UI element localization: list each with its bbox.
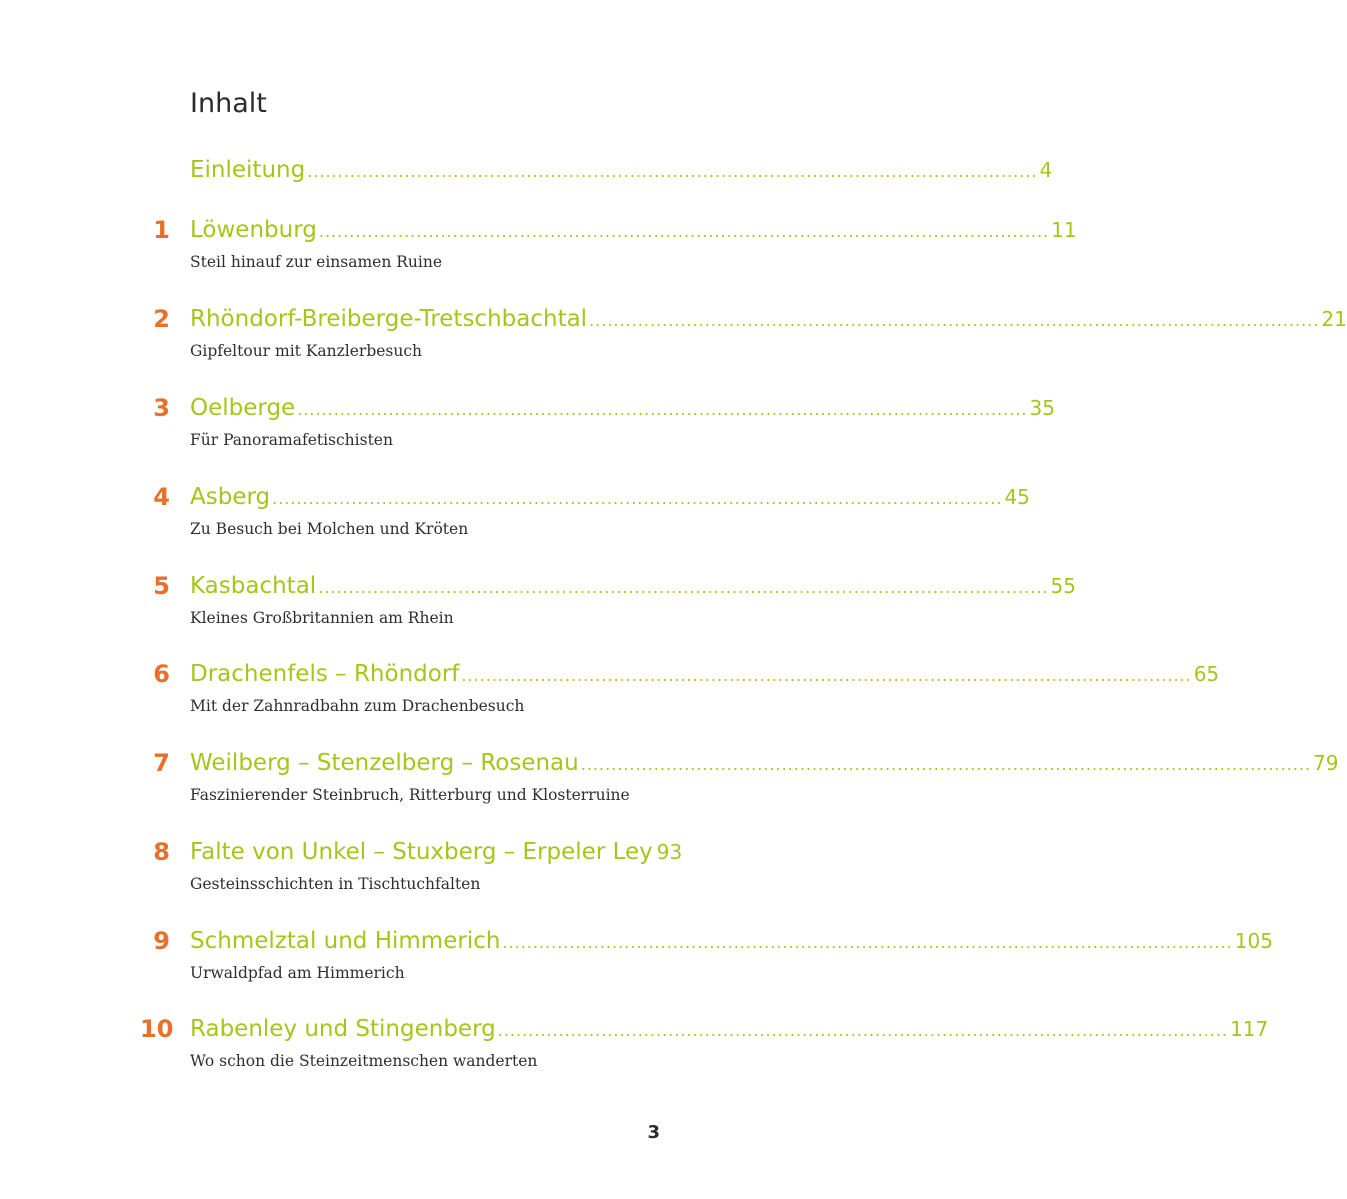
toc-entry-title: Asberg bbox=[190, 484, 271, 510]
toc-entry-page: 55 bbox=[1050, 574, 1076, 598]
toc-entry-page: 21 bbox=[1321, 307, 1347, 331]
toc-entry bbox=[140, 569, 1076, 649]
toc-entry-subtitle: Gesteinsschichten in Tischtuchfalten bbox=[190, 875, 481, 893]
dot-leader: ........................................................................................................................ bbox=[318, 222, 1050, 241]
toc-entry-page: 105 bbox=[1234, 929, 1273, 953]
toc-intro-title: Einleitung bbox=[190, 157, 306, 183]
toc-entry bbox=[140, 213, 1077, 293]
dot-leader: ........................................................................................................................ bbox=[461, 666, 1192, 685]
toc-entry-page: 45 bbox=[1004, 485, 1030, 509]
toc-entry-number: 9 bbox=[153, 927, 170, 955]
toc-entry-title: Rabenley und Stingenberg bbox=[190, 1016, 496, 1042]
toc-intro-page: 4 bbox=[1039, 158, 1053, 182]
toc-entry-title: Oelberge bbox=[190, 395, 296, 421]
toc-entry-title: Rhöndorf-Breiberge-Tretschbachtal bbox=[190, 306, 588, 332]
toc-entry-title: Drachenfels – Rhöndorf bbox=[190, 661, 460, 687]
toc-entry-page: 117 bbox=[1230, 1017, 1269, 1041]
toc-entry-title: Kasbachtal bbox=[190, 573, 317, 599]
toc-entry bbox=[140, 480, 1030, 560]
page-number: 3 bbox=[647, 1122, 660, 1143]
toc-entry-number: 4 bbox=[153, 483, 170, 511]
toc-entry-page: 35 bbox=[1029, 396, 1055, 420]
toc-entry-title: Weilberg – Stenzelberg – Rosenau bbox=[190, 750, 579, 776]
toc-entry-subtitle: Zu Besuch bei Molchen und Kröten bbox=[190, 520, 469, 538]
toc-entry-subtitle: Urwaldpfad am Himmerich bbox=[190, 964, 405, 982]
toc-entry bbox=[140, 835, 683, 915]
toc-entry-title: Löwenburg bbox=[190, 217, 317, 243]
toc-entry-title: Falte von Unkel – Stuxberg – Erpeler Ley bbox=[190, 839, 653, 865]
toc-entry-title: Schmelztal und Himmerich bbox=[190, 928, 501, 954]
toc-entry bbox=[140, 924, 1273, 1004]
dot-leader: ........................................................................................................................ bbox=[502, 933, 1233, 952]
toc-entry-number: 1 bbox=[153, 216, 170, 244]
toc-entry bbox=[140, 391, 1055, 471]
toc-intro-entry bbox=[190, 153, 1053, 187]
dot-leader: ........................................................................................................................ bbox=[318, 578, 1049, 597]
toc-entry-number: 3 bbox=[153, 394, 170, 422]
toc-entry-subtitle: Für Panoramafetischisten bbox=[190, 431, 393, 449]
toc-entry-number: 5 bbox=[153, 572, 170, 600]
toc-entry-page: 93 bbox=[656, 840, 683, 864]
toc-entry bbox=[140, 1012, 1269, 1092]
toc-entry-number: 8 bbox=[153, 838, 170, 866]
toc-entry-number: 6 bbox=[153, 660, 170, 688]
toc-entry-subtitle: Gipfeltour mit Kanzlerbesuch bbox=[190, 342, 423, 360]
toc-entry-subtitle: Wo schon die Steinzeitmenschen wanderten bbox=[190, 1052, 538, 1070]
toc-entry-subtitle: Steil hinauf zur einsamen Ruine bbox=[190, 253, 443, 271]
dot-leader: ........................................................................................................................ bbox=[580, 755, 1312, 774]
toc-entry bbox=[140, 657, 1220, 737]
page-title: Inhalt bbox=[190, 88, 267, 119]
toc-entry bbox=[140, 302, 1347, 382]
toc-entry-subtitle: Kleines Großbritannien am Rhein bbox=[190, 609, 454, 627]
toc-entry-subtitle: Faszinierender Steinbruch, Ritterburg und Klosterruine bbox=[190, 786, 630, 804]
dot-leader: ........................................................................................................................ bbox=[297, 400, 1028, 419]
dot-leader: ........................................................................................................................ bbox=[272, 489, 1003, 508]
toc-entry-page: 65 bbox=[1193, 662, 1220, 686]
toc-entry-number: 2 bbox=[153, 305, 170, 333]
toc-entry-page: 79 bbox=[1313, 751, 1339, 775]
toc-entry-number: 10 bbox=[140, 1015, 174, 1043]
dot-leader: ........................................................................................................................ bbox=[497, 1021, 1229, 1040]
dot-leader: ........................................................................................................................ bbox=[589, 311, 1320, 330]
toc-entry-number: 7 bbox=[153, 749, 170, 777]
toc-entry-subtitle: Mit der Zahnradbahn zum Drachenbesuch bbox=[190, 697, 525, 715]
dot-leader: ........................................................................................................................ bbox=[307, 162, 1038, 181]
toc-entry bbox=[140, 746, 1339, 826]
toc-entry-page: 11 bbox=[1051, 218, 1077, 242]
